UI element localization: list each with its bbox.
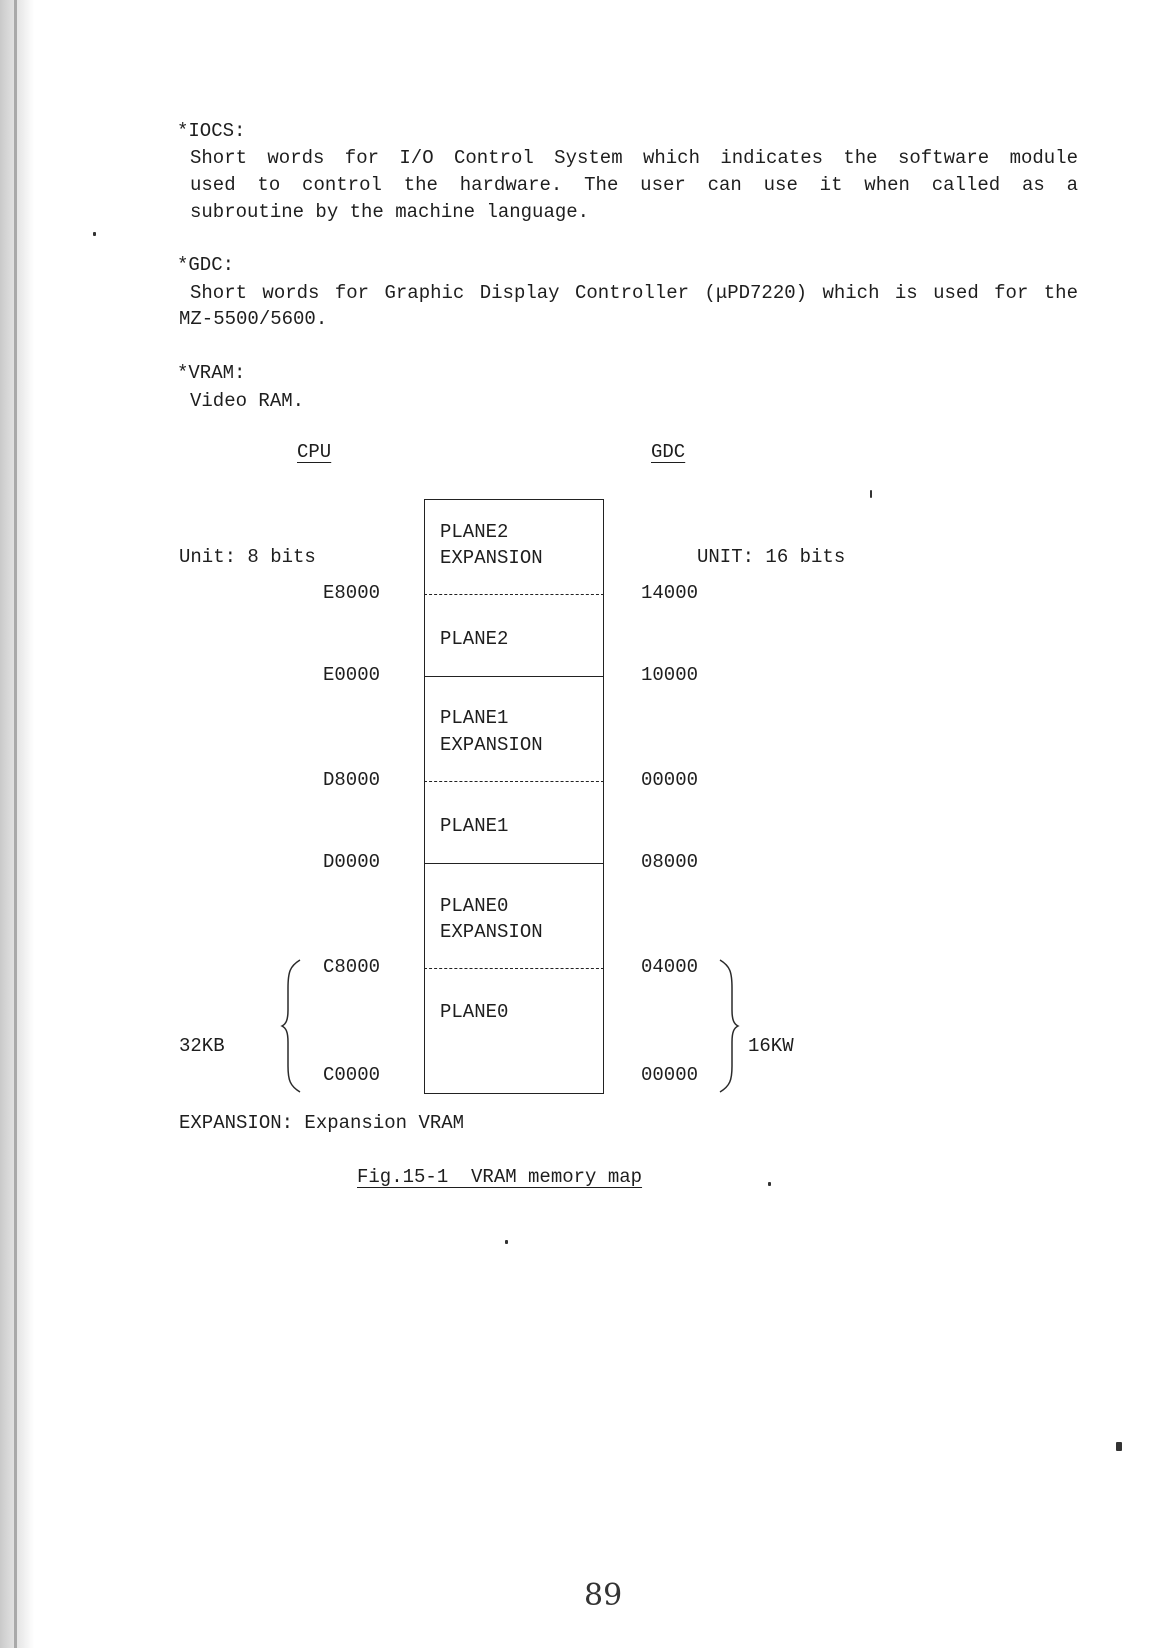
scan-speck — [505, 1240, 508, 1244]
plane2-expansion-divider — [424, 594, 604, 595]
gdc-address-04000: 04000 — [641, 956, 699, 978]
gdc-address-00000-lower: 00000 — [641, 1064, 699, 1086]
plane0-label: PLANE0 — [440, 1001, 509, 1023]
cpu-heading: CPU — [297, 441, 332, 463]
expansion-legend: EXPANSION: Expansion VRAM — [179, 1112, 465, 1134]
page-binding-edge — [14, 0, 17, 1648]
gdc-line-2: MZ-5500/5600. — [179, 308, 328, 330]
cpu-unit-label: Unit: 8 bits — [179, 546, 316, 568]
plane2-expansion-label-1: PLANE2 — [440, 521, 509, 543]
gdc-line-1: Short words for Graphic Display Controller (μPD7220) which is used for the — [190, 282, 1078, 304]
gdc-address-08000: 08000 — [641, 851, 699, 873]
scan-speck — [768, 1182, 771, 1186]
iocs-term: *IOCS: — [177, 120, 246, 142]
cpu-address-c8000: C8000 — [323, 956, 381, 978]
gdc-heading: GDC — [651, 441, 686, 463]
cpu-address-d0000: D0000 — [323, 851, 381, 873]
iocs-line-3: subroutine by the machine language. — [190, 201, 590, 223]
plane0-expansion-label-2: EXPANSION — [440, 921, 543, 943]
gdc-term: *GDC: — [177, 254, 235, 276]
plane1-expansion-divider — [424, 781, 604, 782]
plane1-expansion-label-2: EXPANSION — [440, 734, 543, 756]
iocs-line-2: used to control the hardware. The user can use it when called as a — [190, 174, 1078, 196]
plane1-expansion-label-1: PLANE1 — [440, 707, 509, 729]
cpu-size-label: 32KB — [179, 1035, 225, 1057]
gdc-size-brace — [718, 958, 748, 1094]
cpu-address-e0000: E0000 — [323, 664, 381, 686]
gdc-address-10000: 10000 — [641, 664, 699, 686]
vram-term: *VRAM: — [177, 362, 246, 384]
gdc-address-14000: 14000 — [641, 582, 699, 604]
scan-speck — [1116, 1442, 1122, 1451]
figure-caption: Fig.15-1 VRAM memory map — [357, 1166, 643, 1188]
gdc-address-00000-upper: 00000 — [641, 769, 699, 791]
cpu-address-e8000: E8000 — [323, 582, 381, 604]
cpu-size-brace — [280, 958, 310, 1094]
cpu-address-c0000: C0000 — [323, 1064, 381, 1086]
plane1-label: PLANE1 — [440, 815, 509, 837]
plane2-divider — [424, 676, 604, 677]
page-binding-shadow — [0, 0, 34, 1648]
gdc-unit-label: UNIT: 16 bits — [697, 546, 846, 568]
iocs-line-1: Short words for I/O Control System which indicates the software module — [190, 147, 1078, 169]
plane2-label: PLANE2 — [440, 628, 509, 650]
plane1-divider — [424, 863, 604, 864]
gdc-size-label: 16KW — [748, 1035, 794, 1057]
scan-speck — [93, 232, 96, 236]
page-number: 89 — [584, 1578, 623, 1613]
cpu-address-d8000: D8000 — [323, 769, 381, 791]
plane0-expansion-divider — [424, 968, 604, 969]
scan-speck — [870, 490, 872, 498]
vram-line-1: Video RAM. — [190, 390, 305, 412]
plane0-expansion-label-1: PLANE0 — [440, 895, 509, 917]
plane2-expansion-label-2: EXPANSION — [440, 547, 543, 569]
